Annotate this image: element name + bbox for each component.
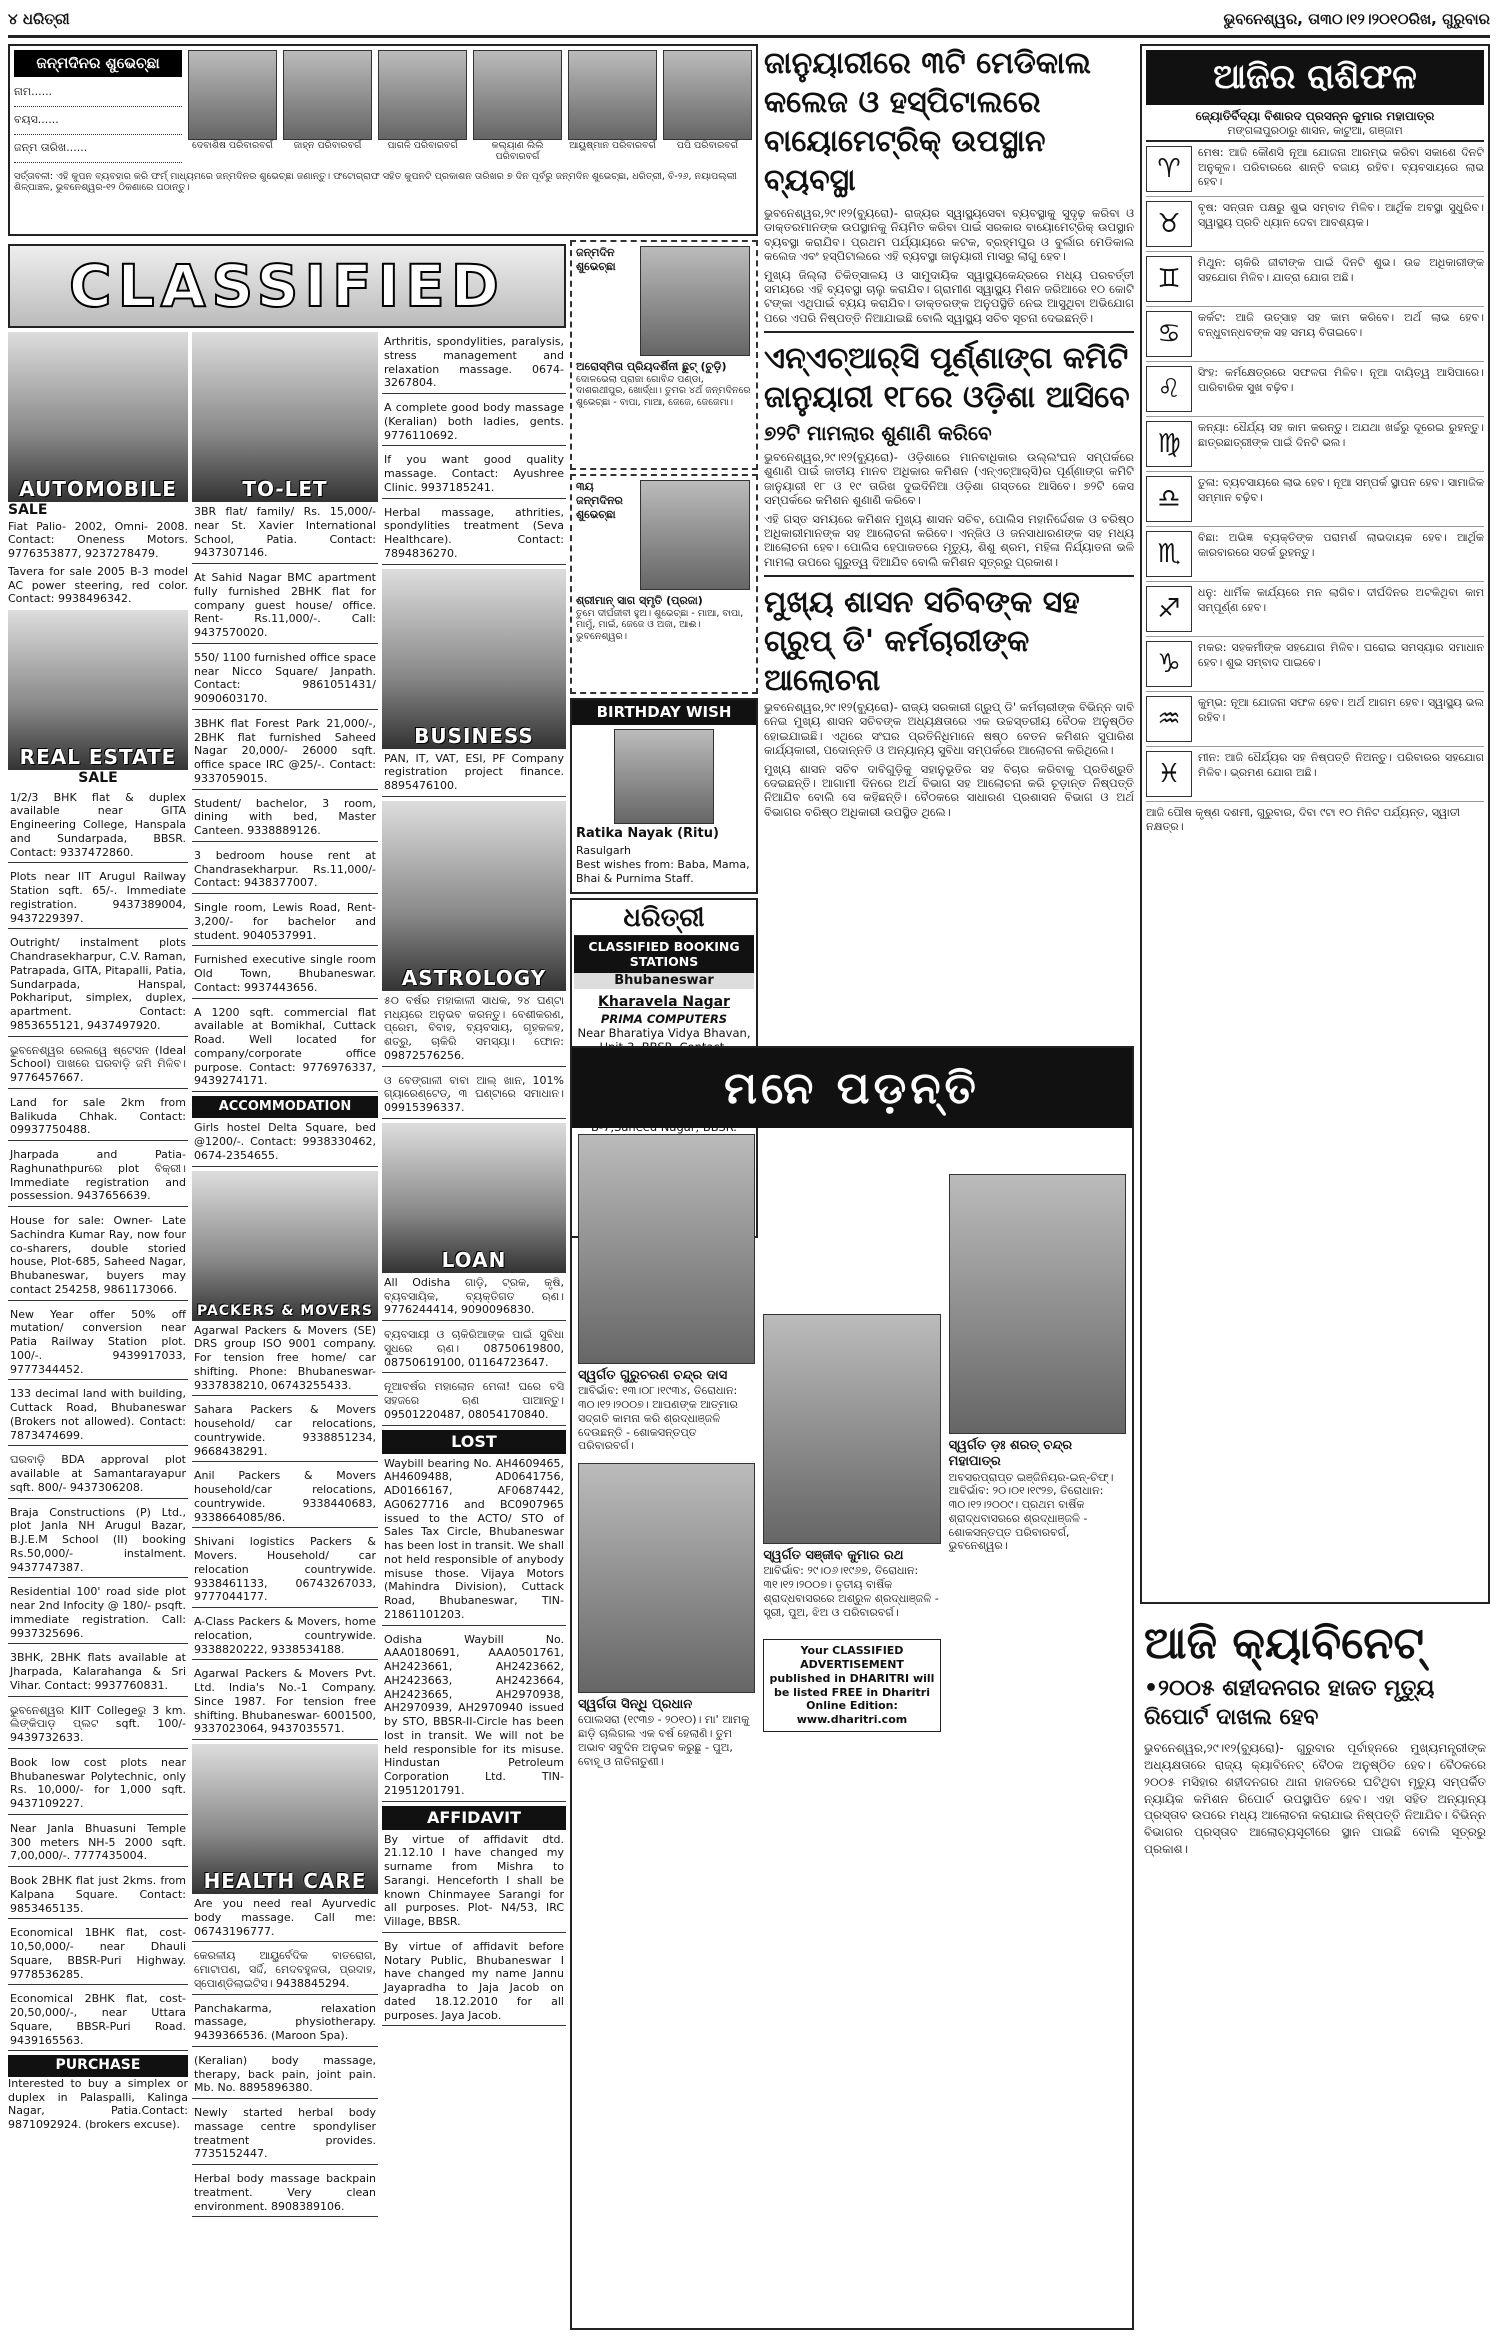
article-paragraph: ଭୁବନେଶ୍ୱର,୨୯।୧୨(ବ୍ୟୁରୋ)- ଗୁରୁବାର ପୂର୍ବାହ୍ନରେ ମୁଖ୍ୟମନ୍ତ୍ରୀଙ୍କ ଅଧ୍ୟକ୍ଷତାରେ ରାଜ୍ୟ କ୍ୟାବିନେଟ୍ ବୈଠକ ଅନୁଷ୍ଠିତ ହେବ। ବୈଠକରେ ୨୦୦୫ ମସିହାର ଶହୀଦନଗର ଥାନା ହାଜତରେ ଘଟିଥିବା ମୃତ୍ୟୁ ସମ୍ପର୍କିତ ନ୍ୟାୟିକ କମିଶନ ରିପୋର୍ଟ ଉପସ୍ଥାପିତ ହେବ। ଏହା ସହିତ ଅନ୍ୟାନ୍ୟ ପ୍ରସ୍ତାବ ଉପରେ ମଧ୍ୟ ଆଲୋଚନା କରାଯାଇ ନିଷ୍ପତ୍ତି ନିଆଯିବ। ବିଭିନ୍ନ ବିଭାଗର ପ୍ରସ୍ତାବ ଆଲୋଚ୍ୟସୂଚୀରେ ସ୍ଥାନ ପାଇଛି ବୋଲି ସୂତ୍ରରୁ ପ୍ରକାଶ।	[1144, 1741, 1486, 1856]
classified-ad: ବ୍ୟବସାୟୀ ଓ ଚାକିରିଆଙ୍କ ପାଇଁ ସୁବିଧା ସୁଧରେ ଋଣ। 08750619800, 08750619100, 01164723647.	[382, 1325, 566, 1373]
zodiac-icon: ♊	[1146, 256, 1192, 302]
classified-ad: Girls hostel Delta Square, bed @1200/-. Contact: 9938330462, 0674-2354655.	[192, 1118, 378, 1166]
classified-ad: 550/ 1100 furnished office space near Nicco Square/ Janpath. Contact: 9861051431/ 9090603170.	[192, 648, 378, 710]
lost-heading: LOST	[382, 1430, 566, 1454]
rashi-list	[1146, 142, 1484, 802]
booking-stations: ଧରିତ୍ରୀ CLASSIFIED BOOKING STATIONS Bhubaneswar Kharavela Nagar PRIMA COMPUTERS Near Bharatiya Vidya Bhavan,	[570, 898, 758, 1238]
memorial-title: ମନେ ପଡ଼ନ୍ତି	[572, 1048, 1132, 1128]
classified-ad: Panchakarma, relaxation massage, physiotherapy. 9439366536. (Maroon Spa).	[192, 1999, 378, 2047]
rashi-text: ମେଷ: ଆଜି କୌଣସି ନୂଆ ଯୋଜନା ଆରମ୍ଭ କରିବା ସକାଶେ ଦିନଟି ଅନୁକୂଳ। ପରିବାରରେ ଶାନ୍ତି ବଜାୟ ରହିବ। ବ୍ୟବସାୟରେ ଲାଭ ହେବ।	[1198, 146, 1484, 188]
classified-ad: Fiat Palio- 2002, Omni- 2008. Contact: Oneness Motors. 9776353877, 9237278479.	[8, 519, 188, 560]
kid-photo-card: ପାଗଳି ପରିବାରବର୍ଗ	[378, 50, 467, 163]
healthcare-section-image: HEALTH CARE	[192, 1744, 378, 1894]
zodiac-icon: ♑	[1146, 641, 1192, 687]
rashi-text: ସିଂହ: କର୍ମକ୍ଷେତ୍ରରେ ସଫଳତା ମିଳିବ। ନୂଆ ଦାୟିତ୍ୱ ଆସିପାରେ। ପାରିବାରିକ ସୁଖ ବଢ଼ିବ।	[1198, 366, 1484, 394]
classified-ad: By virtue of affidavit dtd. 21.12.10 I have changed my surname from Mishra to Sarangi. Henceforth I shall be known Chinmayee Sarangi for all purposes. Plot- N4/53, IRC Village, BBSR.	[382, 1830, 566, 1933]
automobile-section-image: AUTOMOBILE	[8, 332, 188, 502]
cabinet-section	[1140, 1612, 1490, 2330]
zodiac-icon: ♐	[1146, 586, 1192, 632]
page-label: ୪ ଧରିତ୍ରୀ	[8, 10, 70, 29]
article-paragraph: ଏହି ଗସ୍ତ ସମୟରେ କମିଶନ ମୁଖ୍ୟ ଶାସନ ସଚିବ, ପୋଲିସ ମହାନିର୍ଦ୍ଦେଶକ ଓ ବରିଷ୍ଠ ଅଧିକାରୀମାନଙ୍କ ସହ ଆଲୋଚନା କରିବେ। ଏନ୍‌ଜିଓ ଓ ଜନସାଧାରଣଙ୍କ ସହ ମଧ୍ୟ ଆଲୋଚନା ହେବ। ପୋଲିସ ହେପାଜତରେ ମୃତ୍ୟୁ, ଶିଶୁ ଶ୍ରମ, ମହିଳା ନିର୍ଯ୍ୟାତନା ଭଳି ମାମଲା ଉପରେ ଗୁରୁତ୍ୱ ଦିଆଯିବ ବୋଲି କମିଶନ ସୂତ୍ରରୁ ପ୍ରକାଶ।	[764, 511, 1134, 569]
birthday-coupon	[8, 44, 758, 236]
packers-section-image: PACKERS & MOVERS	[192, 1171, 378, 1321]
memorial-item: ସ୍ୱର୍ଗତା ସିନ୍ଧି ପ୍ରଧାନ ପୋଲସରା (୧୯୩୭ - ୨୦୧୦)। ମା' ଆମକୁ ଛାଡ଼ି ଚାଲିଗଲ ଏକ ବର୍ଷ ହେଲାଣି। ତୁମ ଅଭାବ ସବୁଦିନ ଅନୁଭବ କରୁଛୁ - ପୁଅ, ବୋହୂ ଓ ନାତିନାତୁଣୀ।	[578, 1463, 755, 1768]
classified-ad: A 1200 sqft. commercial flat available at Bomikhal, Cuttack Road. Well located for company/corporate office purpose. Contact: 9776976337, 9439274171.	[192, 1003, 378, 1093]
classified-col-2	[192, 332, 378, 2330]
real-estate-section-image: REAL ESTATE	[8, 610, 188, 770]
classified-ad: A complete good body massage (Keralian) both ladies, gents. 9776110692.	[382, 398, 566, 446]
headline-biometric: ଜାନୁୟାରୀରେ ୩ଟି ମେଡିକାଲ କଲେଜ ଓ ହସ୍ପିଟାଲରେ ବାୟୋମେଟ୍ରିକ୍ ଉପସ୍ଥାନ ବ୍ୟବସ୍ଥା	[764, 46, 1091, 198]
rashi-text: ଧନୁ: ଧାର୍ମିକ କାର୍ଯ୍ୟରେ ମନ ଲାଗିବ। ଦୀର୍ଘଦିନର ଅଟକିଥିବା କାମ ସମ୍ପୂର୍ଣ୍ଣ ହେବ।	[1198, 586, 1484, 614]
accommodation-list	[192, 1118, 378, 1166]
healthcare-list	[192, 1894, 378, 2217]
kid-photo-card: ଦେବାଶିଷ ପରିବାରବର୍ଗ	[188, 50, 277, 163]
zodiac-icon: ♒	[1146, 696, 1192, 742]
classified-ad: Book low cost plots near Bhubaneswar Polytechnic, only Rs. 10,000/- for 1,000 sqft. 9437109227.	[8, 1753, 188, 1815]
classified-ad: Student/ bachelor, 3 room, dining with bed, Master Canteen. 9338889126.	[192, 794, 378, 842]
zodiac-icon: ♓	[1146, 751, 1192, 797]
sale-heading: SALE	[8, 502, 48, 518]
dateline: ଭୁବନେଶ୍ୱର, ତା୩୦।୧୨।୨୦୧୦ରିଖ, ଗୁରୁବାର	[1223, 10, 1490, 29]
classified-ad: Herbal massage, athrities, spondylities treatment (Seva Healthcare). Contact: 7894836270.	[382, 503, 566, 565]
classified-ad: 133 decimal land with building, Cuttack Road, Bhubaneswar (Brokers not allowed). Contact: 7873474699.	[8, 1384, 188, 1446]
birthday-title: ଜନ୍ମଦିନର ଶୁଭେଚ୍ଛା	[14, 50, 182, 77]
birthday-wish-box: BIRTHDAY WISH Ratika Nayak (Ritu) Rasulgarh Best wishes from: Baba, Mama, Bhai & Purnima Staff.	[570, 698, 758, 894]
rashi-item	[1146, 252, 1484, 307]
portrait-photo	[949, 1174, 1126, 1434]
classified-ad: ଘରବାଡ଼ି BDA approval plot available at Samantarayapur sqft. 800/- 9437306208.	[8, 1450, 188, 1498]
rashi-text: କୁମ୍ଭ: ନୂଆ ଯୋଜନା ସଫଳ ହେବ। ଅର୍ଥ ଆଗମ ହେବ। ସ୍ୱାସ୍ଥ୍ୟ ଭଲ ରହିବ।	[1198, 696, 1484, 724]
classified-ad: Single room, Lewis Road, Rent- 3,200/- for bachelor and student. 9040537991.	[192, 898, 378, 946]
affidavit-heading: AFFIDAVIT	[382, 1806, 566, 1830]
tolet-list	[192, 502, 378, 1092]
memorial-section	[570, 1046, 1134, 2330]
kid-photo-card: ପପି ପରିବାରବର୍ଗ	[663, 50, 752, 163]
article-paragraph: ଭୁବନେଶ୍ୱର,୨୯।୧୨(ବ୍ୟୁରୋ)- ରାଜ୍ୟ ସରକାରୀ ଗ୍ରୁପ୍ ଡି' କର୍ମଚାରୀଙ୍କ ବିଭିନ୍ନ ଦାବି ନେଇ ମୁଖ୍ୟ ଶାସନ ସଚିବଙ୍କ ଅଧ୍ୟକ୍ଷତାରେ ଏକ ଉଚ୍ଚସ୍ତରୀୟ ବୈଠକ ଅନୁଷ୍ଠିତ ହୋଇଯାଇଛି। ଏଥିରେ ସଂଘର ପ୍ରତିନିଧିମାନେ ଷଷ୍ଠ ବେତନ କମିଶନ ସୁପାରିଶ କାର୍ଯ୍ୟକାରୀ, ପଦୋନ୍ନତି ଓ ଅନ୍ୟାନ୍ୟ ସୁବିଧା ସମ୍ପର୍କରେ ଆଲୋଚନା କରିଥିଲେ।	[764, 700, 1134, 758]
classified-banner	[8, 244, 566, 328]
rashi-text: ବିଛା: ଅଭିଜ୍ଞ ବ୍ୟକ୍ତିଙ୍କ ପରାମର୍ଶ ଲାଭଦାୟକ ହେବ। ଆର୍ଥିକ କାରବାରରେ ସତର୍କ ରୁହନ୍ତୁ।	[1198, 531, 1484, 559]
portrait-photo	[578, 1134, 755, 1364]
classified-title: CLASSIFIED	[69, 251, 505, 320]
classified-ad: Plots near IIT Arugul Railway Station sqft. 65/-. Immediate registration. 9437389004, 9437229397.	[8, 867, 188, 929]
loan-section-image: LOAN	[382, 1123, 566, 1273]
zodiac-icon: ♈	[1146, 146, 1192, 192]
classified-ad: PAN, IT, VAT, ESI, PF Company registration project finance. 8895476100.	[382, 749, 566, 797]
classified-ad: Anil Packers & Movers household/car relocations, countrywide. 9338440683, 9338664085/86.	[192, 1466, 378, 1528]
rashi-item	[1146, 472, 1484, 527]
classified-col-3	[382, 332, 566, 2330]
classified-ad: Shivani logistics Packers & Movers. Household/ car relocation countrywide. 9338461133, 06743267033, 9777044177.	[192, 1532, 378, 1608]
classified-ad: Arthritis, spondylities, paralysis, stress management and relaxation massage. 0674-3267804.	[382, 332, 566, 394]
rashi-item	[1146, 197, 1484, 252]
classified-ad: A-Class Packers & Movers, home relocation, countrywide. 9338820222, 9338534188.	[192, 1612, 378, 1660]
classified-ad: Tavera for sale 2005 B-3 model AC power steering, red color. Contact: 9938496342.	[8, 564, 188, 606]
classified-ad: Near Janla Bhuasuni Temple 300 meters NH-5 2000 sqft. 7,00,000/-. 7777435004.	[8, 1819, 188, 1867]
headline-nhrc: ଏନ୍‌ଏଚ୍‌ଆର୍‌ସି ପୂର୍ଣ୍ଣାଙ୍ଗ କମିଟି ଜାନୁୟାରୀ ୧୮ରେ ଓଡ଼ିଶା ଆସିବେ	[764, 341, 1130, 415]
classified-ad: Are you need real Ayurvedic body massage. Call me: 06743196777.	[192, 1894, 378, 1942]
classified-ad: All Odisha ଗାଡ଼ି, ଟ୍ରକ, କୃଷି, ବ୍ୟବସାୟିକ, ବ୍ୟକ୍ତିଗତ ଋଣ। 9776244414, 9090096830.	[382, 1273, 566, 1321]
classified-ad: Jharpada and Patia-Raghunathpurରେ plot ବିକ୍ରୀ। Immediate registration and possession. 9437656639.	[8, 1145, 188, 1207]
classified-ad: ନୂଆବର୍ଷର ମହାଲୋନ ମେଳା! ଘରେ ବସି ସହଜରେ ଋଣ ପାଆନ୍ତୁ। 09501220487, 08054170840.	[382, 1377, 566, 1425]
station-area: Kharavela Nagar	[598, 994, 730, 1010]
birthday-note: ସର୍ତ୍ତାବଳୀ: ଏହି କୁପନ ବ୍ୟବହାର କରି ଫର୍ମ୍ ମାଧ୍ୟମରେ ଜନ୍ମଦିନର ଶୁଭେଚ୍ଛା ଜଣାନ୍ତୁ। ଫଟୋଗ୍ରାଫ ସହିତ କୁପନଟି ପ୍ରକାଶନ ତାରିଖର ୭ ଦିନ ପୂର୍ବରୁ ଜନ୍ମଦିନ ଶୁଭେଚ୍ଛା, ଧରିତ୍ରୀ, ବି-୨୬, ନୟାପଲ୍ଲୀ ଶିଳ୍ପାଞ୍ଚଳ, ଭୁବନେଶ୍ୱର-୧୨ ଠିକଣାରେ ପଠାନ୍ତୁ।	[14, 170, 737, 194]
classified-ad: By virtue of affidavit before Notary Public, Bhubaneswar I have changed my name Jannu Jayapradha to Jaja Jacob on dated 18.12.2010 for all purposes. Jaya Jacob.	[382, 1937, 566, 2027]
zodiac-icon: ♌	[1146, 366, 1192, 412]
rashi-item	[1146, 307, 1484, 362]
rashi-item	[1146, 417, 1484, 472]
astrology-section-image: ASTROLOGY	[382, 801, 566, 991]
rashi-text: ତୁଳା: ବ୍ୟବସାୟରେ ଲାଭ ହେବ। ନୂଆ ସମ୍ପର୍କ ସ୍ଥାପନ ହେବ। ସାମାଜିକ ସମ୍ମାନ ବଢ଼ିବ।	[1198, 476, 1484, 504]
zodiac-icon: ♉	[1146, 201, 1192, 247]
healthcare-list-2	[382, 332, 566, 565]
classified-ad: Agarwal Packers & Movers Pvt. Ltd. India's No.-1 Company. Since 1987. For tension free shifting. Bhubaneswar- 6001500, 9337023064, 9437035571.	[192, 1664, 378, 1740]
purchase-heading: PURCHASE	[8, 2055, 188, 2077]
classified-ad: Economical 2BHK flat, cost- 20,50,000/-, near Uttara Square, BBSR-Puri Road. 9439165563.	[8, 1989, 188, 2051]
memorial-col-mid	[763, 1134, 940, 1768]
classified-ad: New Year offer 50% off mutation/ conversion near Patia Railway Station plot. 100/-. 9439917033, 9777344452.	[8, 1305, 188, 1381]
classified-ad: Furnished executive single room Old Town, Bhubaneswar. Contact: 9937443656.	[192, 950, 378, 998]
form-name-line[interactable]: ନାମ......	[14, 85, 182, 107]
sale-heading: SALE	[78, 770, 118, 786]
kid-photo-card: ଜାହ୍ନ ପରିବାରବର୍ଗ	[283, 50, 372, 163]
rashi-item	[1146, 582, 1484, 637]
astrologer-address: ମଙ୍ଗଳାପୁରଠାରୁ ଶାସନ, କାଟୁଆ, ଗଞ୍ଜାମ	[1146, 124, 1484, 143]
classified-col-1	[8, 332, 188, 2330]
classified-ad: Herbal body massage backpain treatment. Very clean environment. 8908389106.	[192, 2169, 378, 2217]
classified-ad: 1/2/3 BHK flat & duplex available near GITA Engineering College, Hanspala and Sundarpada, BBSR. Contact: 9337472860.	[8, 788, 188, 864]
business-list	[382, 749, 566, 797]
portrait-photo	[578, 1463, 755, 1693]
form-dob-line[interactable]: ଜନ୍ମ ତାରିଖ......	[14, 141, 182, 163]
classified-ad: Interested to buy a simplex or duplex in Palaspalli, Kalinga Nagar, Patia.Contact: 9871092924. (brokers excuse).	[8, 2076, 188, 2131]
memorial-item: ସ୍ୱର୍ଗତ ଡ଼ଃ ଶରତ୍ ଚନ୍ଦ୍ର ମହାପାତ୍ର ଅବସରପ୍ରାପ୍ତ ଇଞ୍ଜିନିୟର-ଇନ୍-ଚିଫ୍। ଆବିର୍ଭାବ: ୨୦।୦୧।୧୯୨୭, ତିରୋଧାନ: ୩୦।୧୨।୨୦୦୯। ପ୍ରଥମ ବାର୍ଷିକ ଶ୍ରାଦ୍ଧବାସରରେ ଶ୍ରଦ୍ଧାଞ୍ଜଳି - ଶୋକସନ୍ତପ୍ତ ପରିବାରବର୍ଗ, ଭୁବନେଶ୍ୱର।	[949, 1174, 1126, 1553]
lost-list	[382, 1454, 566, 1802]
classified-ad: (Keralian) body massage, therapy, back pain, joint pain. Mb. No. 8895896380.	[192, 2051, 378, 2099]
astrologer-name: ଜ୍ୟୋତିର୍ବିଦ୍ୟା ବିଶାରଦ ପ୍ରସନ୍ନ କୁମାର ମହାପାତ୍ର	[1195, 108, 1435, 123]
classified-ad: ଓ ବେଙ୍ଗାଳୀ ବାବା ଆଲ୍ ଖାନ, 101% ଗ୍ୟାରେଣ୍ଟେଡ୍, ୩ ଘଣ୍ଟାରେ ସମାଧାନ। 09915396337.	[382, 1071, 566, 1119]
cabinet-title: ଆଜି କ୍ୟାବିନେଟ୍	[1144, 1618, 1425, 1669]
classified-ad: Agarwal Packers & Movers (SE) DRS group ISO 9001 company. For tension free home/ car shifting. Phone: Bhubaneswar- 9337838210, 06743255433.	[192, 1321, 378, 1397]
rashi-item	[1146, 747, 1484, 802]
classified-ad: At Sahid Nagar BMC apartment fully furnished 2BHK flat for company guest house/ office. Rent- Rs.11,000/-. Call: 9437570020.	[192, 568, 378, 644]
classified-ad: Odisha Waybill No. AAA0180691, AAA0501761, AH2423661, AH2423662, AH2423663, AH2423664, AH2423665, AH2970938, AH2970939, AH2970940 issued by STO, BBSR-II-Circle has been lost in transit. We will not be held responsible for its misuse. Hindustan Petroleum Corporation Ltd. TIN-21951201791.	[382, 1630, 566, 1802]
zodiac-icon: ♍	[1146, 421, 1192, 467]
rashi-text: ବୃଷ: ସନ୍ତାନ ପକ୍ଷରୁ ଶୁଭ ସମ୍ବାଦ ମିଳିବ। ଆର୍ଥିକ ଅବସ୍ଥା ସୁଧୁରିବ। ସ୍ୱାସ୍ଥ୍ୟ ପ୍ରତି ଧ୍ୟାନ ଦେବା ଆବଶ୍ୟକ।	[1198, 201, 1484, 229]
news-column	[764, 44, 1134, 1044]
rashi-text: ମକର: ସହକର୍ମୀଙ୍କ ସହଯୋଗ ମିଳିବ। ଘରୋଇ ସମସ୍ୟାର ସମାଧାନ ହେବ। ଶୁଭ ସମ୍ବାଦ ପାଇବେ।	[1198, 641, 1484, 669]
rashi-item	[1146, 362, 1484, 417]
classified-ad: Outright/ instalment plots Chandrasekharpur, C.V. Raman, Patrapada, GITA, Pitapalli, Patia, Sundarpada, Hanspal, Pokhariput, simplex, duplex, apartment. Contact: 9853655121, 9437497920.	[8, 933, 188, 1036]
zodiac-icon: ♎	[1146, 476, 1192, 522]
article-paragraph: ମୁଖ୍ୟ ଜିଲ୍ଲା ଚିକିତ୍ସାଳୟ ଓ ସାମୁଦାୟିକ ସ୍ୱାସ୍ଥ୍ୟକେନ୍ଦ୍ରରେ ମଧ୍ୟ ପରବର୍ତ୍ତୀ ସମୟରେ ଏହି ବ୍ୟବସ୍ଥା ଚାଲୁ କରାଯିବ। ଗ୍ରାମୀଣ ସ୍ୱାସ୍ଥ୍ୟ ମିଶନ ଜରିଆରେ ୧୦ କୋଟି ଟଙ୍କା ଏଥିପାଇଁ ବ୍ୟୟ କରାଯିବ। ଡାକ୍ତରଙ୍କ ଅନୁପସ୍ଥିତି ନେଇ ଆସୁଥିବା ଅଭିଯୋଗ ପରେ ଏପରି ନିଷ୍ପତ୍ତି ନିଆଯାଇଛି ବୋଲି ସ୍ୱାସ୍ଥ୍ୟ ସଚିବ ସୂଚନା ଦେଇଛନ୍ତି।	[764, 267, 1134, 325]
portrait-photo	[763, 1314, 940, 1544]
memorial-item: ସ୍ୱର୍ଗତ ସଞ୍ଜୀବ କୁମାର ରଥ ଆବିର୍ଭାବ: ୨୯।୦୬।୧୯୬୭, ତିରୋଧାନ: ୩୧।୧୨।୨୦୦୭। ତୃତୀୟ ବାର୍ଷିକ ଶ୍ରାଦ୍ଧବାସରରେ ଅଶ୍ରୁଳ ଶ୍ରଦ୍ଧାଞ୍ଜଳି - ସ୍ତ୍ରୀ, ପୁଅ, ଝିଅ ଓ ପରିବାରବର୍ଗ।	[763, 1314, 940, 1619]
article-paragraph: ମୁଖ୍ୟ ଶାସନ ସଚିବ ଦାବିଗୁଡ଼ିକୁ ସହାନୁଭୂତିର ସହ ବିଚାର କରିବାକୁ ପ୍ରତିଶ୍ରୁତି ଦେଇଛନ୍ତି। ଆଗାମୀ ଦିନରେ ଅର୍ଥ ବିଭାଗ ସହ ଆଲୋଚନା କରି ଚୂଡ଼ାନ୍ତ ନିଷ୍ପତ୍ତି ନିଆଯିବ ବୋଲି ସେ କହିଛନ୍ତି। ବୈଠକରେ ସାଧାରଣ ପ୍ରଶାସନ ବିଭାଗ ଓ ଅର୍ଥ ବିଭାଗର ବରିଷ୍ଠ ଅଧିକାରୀ ଉପସ୍ଥିତ ଥିଲେ।	[764, 761, 1134, 819]
affidavit-list	[382, 1830, 566, 2027]
headline-group-d: ମୁଖ୍ୟ ଶାସନ ସଚିବଙ୍କ ସହ ଗ୍ରୁପ୍ ଡି' କର୍ମଚାରୀଙ୍କ ଆଲୋଚନା	[764, 585, 1080, 698]
classified-ad: 3 bedroom house rent at Chandrasekharpur. Rs.11,000/- Contact: 9438377007.	[192, 846, 378, 894]
classified-ad: କେରଳୀୟ ଆୟୁର୍ବେଦିକ ବାତରୋଗ, ମୋଟାପଣ, ସର୍ଦ୍ଦି, ମେଦବହୁଳତା, ପ୍ରଦାହ, ସ୍ପୋଣ୍ଡିଲାଇଟିସ। 9438845294.	[192, 1946, 378, 1994]
child-photo	[640, 480, 750, 590]
classified-ad: Waybill bearing No. AH4609465, AH4609488, AD0641756, AD0166167, AF0687442, AG0627716 and BC0907965 issued to the ACTO/ STO of Sales Tax Circle, Bhubaneswar has been lost in transit. We shall not held responsible of anybody misuse those. Vijaya Motors (Mahindra Division), Cuttack Road, Bhubaneswar, TIN-21861101203.	[382, 1454, 566, 1626]
classified-ad: 3BHK, 2BHK flats available at Jharpada, Kalarahanga & Sri Vihar. Contact: 9937760831.	[8, 1648, 188, 1696]
classified-ad: Sahara Packers & Movers household/ car relocations, countrywide. 9338851234, 9668438291.	[192, 1400, 378, 1462]
page-header	[8, 4, 1490, 38]
classified-ad: Residential 100' road side plot near 2nd Infocity @ 180/- psqft. immediate registration. Call: 9937325696.	[8, 1582, 188, 1644]
station-firm: PRIMA COMPUTERS	[600, 1011, 728, 1026]
astrology-list	[382, 991, 566, 1119]
dharitri-logo: ଧରିତ୍ରୀ	[574, 902, 754, 936]
kid-photo-card: କଲ୍ୟାଣ ଲିଲି ପରିବାରବର୍ଗ	[473, 50, 562, 163]
rashi-item	[1146, 637, 1484, 692]
rashi-text: ମିଥୁନ: ଚାକିରି ଜୀବୀଙ୍କ ପାଇଁ ଦିନଟି ଶୁଭ। ଉଚ୍ଚ ଅଧିକାରୀଙ୍କ ସହଯୋଗ ମିଳିବ। ଯାତ୍ରା ଯୋଗ ଅଛି।	[1198, 256, 1484, 284]
child-photo	[614, 729, 714, 824]
rashi-item	[1146, 527, 1484, 582]
horoscope-section	[1140, 44, 1490, 1604]
station-address: Near Bharatiya Vidya Bhavan,	[577, 1025, 751, 1040]
child-photo	[640, 246, 750, 356]
memorial-item: ସ୍ୱର୍ଗତ ଗୁରୁଚରଣ ଚନ୍ଦ୍ର ଦାସ ଆବିର୍ଭାବ: ୧୩।୦୮।୧୯୩୪, ତିରୋଧାନ: ୩୦।୧୨।୨୦୦୭। ଆପଣଙ୍କ ଆତ୍ମାର ସଦ୍‌ଗତି କାମନା କରି ଶ୍ରଦ୍ଧାଞ୍ଜଳି ଦେଉଛନ୍ତି - ଶୋକସନ୍ତପ୍ତ ପରିବାରବର୍ଗ।	[578, 1134, 755, 1453]
classified-ad: Land for sale 2km from Balikuda Chhak. Contact: 09937750488.	[8, 1093, 188, 1141]
classified-ad: House for sale: Owner- Late Sachindra Kumar Ray, now four co-sharers, double storied house, Plot-685, Saheed Nagar, Bhubaneswar, buyers may contact 254258, 9861173066.	[8, 1211, 188, 1301]
article-paragraph: ଭୁବନେଶ୍ୱର,୨୯।୧୨(ବ୍ୟୁରୋ)- ରାଜ୍ୟର ସ୍ୱାସ୍ଥ୍ୟସେବା ବ୍ୟବସ୍ଥାକୁ ସୁଦୃଢ଼ କରିବା ଓ ଡାକ୍ତରମାନଙ୍କ ଉପସ୍ଥାନକୁ ନିୟମିତ କରିବା ପାଇଁ ସରକାର ବାୟୋମେଟ୍ରିକ୍ ଉପସ୍ଥାନ ବ୍ୟବସ୍ଥା କରାଯିବ। ପ୍ରଥମ ପର୍ଯ୍ୟାୟରେ କଟକ, ବ୍ରହ୍ମପୁର ଓ ବୁର୍ଲାର ମେଡିକାଲ କଲେଜ ଏବଂ ହସ୍ପିଟାଲରେ ଏହି ବ୍ୟବସ୍ଥା ଜାନୁୟାରୀ ମାସରୁ ଲାଗୁ ହେବ।	[764, 206, 1134, 264]
birthday-box-2: ୩ୟ ଜନ୍ମଦିନର ଶୁଭେଚ୍ଛା ଶ୍ରୀମାନ୍ ସାଗ ସ୍ମୃତି (ପ୍ରଜା) ତୁମେ ଦୀର୍ଘଜୀବୀ ହୁଅ। ଶୁଭେଚ୍ଛା - ମାଆ, ବାପା, ମାମୁଁ, ମାଇଁ, ଜେଜେ ଓ ଅଜା, ଆଈ। ଭୁବନେଶ୍ୱର।	[570, 474, 758, 694]
classified-ad: Newly started herbal body massage centre spondyliser treatment provides. 7735152447.	[192, 2103, 378, 2165]
horoscope-title: ଆଜିର ରାଶିଫଳ	[1146, 50, 1484, 105]
subhead-nhrc: ୭୨ଟି ମାମଲାର ଶୁଣାଣି କରିବେ	[764, 421, 992, 445]
rashi-item	[1146, 142, 1484, 197]
cabinet-subhead: •୨୦୦୫ ଶହୀଦନଗର ହାଜତ ମୃତ୍ୟୁ ରିପୋର୍ଟ ଦାଖଲ ହେବ	[1144, 1676, 1435, 1730]
classified-ad: 3BR flat/ family/ Rs. 15,000/- near St. Xavier International School, Patia. Contact: 9437307146.	[192, 502, 378, 564]
memorial-col-right	[949, 1134, 1126, 1768]
classified-ad: ୫୦ ବର୍ଷର ମହାକାଳୀ ସାଧକ, ୨୪ ଘଣ୍ଟା ମଧ୍ୟରେ ଅନୁଭବ କରନ୍ତୁ। ବେଶୀକରଣ, ପ୍ରେମ, ବିବାହ, ବ୍ୟବସାୟ, ଗୃହକଳହ, ଶତ୍ରୁ, ଚାକିରି ସମସ୍ୟା। ଫୋନ: 09872576256.	[382, 991, 566, 1067]
classified-ad: 3BHK flat Forest Park 21,000/-, 2BHK flat furnished Saheed Nagar 20,000/- 26000 sqft. office space IRC @25/-. Contact: 9337059015.	[192, 714, 378, 790]
classified-ad: Braja Constructions (P) Ltd., plot Janla NH Arugul Bazar, B.J.E.M School (II) booking Rs.50,000/- instalment. 9437747387.	[8, 1503, 188, 1579]
classified-ad: ଭୁବନେଶ୍ୱର KIIT Collegeରୁ 3 km. ଲିଙ୍କିପାଡ଼ ପ୍ଲଟ sqft. 100/- 9439732633.	[8, 1701, 188, 1749]
rashi-item	[1146, 692, 1484, 747]
classified-ad: If you want good quality massage. Contact: Ayushree Clinic. 9937185241.	[382, 450, 566, 498]
zodiac-icon: ♋	[1146, 311, 1192, 357]
rashi-text: କର୍କଟ: ଆଜି ଉତ୍ସାହ ସହ କାମ କରିବେ। ଅର୍ଥ ଲାଭ ହେବ। ବନ୍ଧୁବାନ୍ଧବଙ୍କ ସହ ସମୟ ବିତାଇବେ।	[1198, 311, 1484, 339]
tolet-section-image: TO-LET	[192, 332, 378, 502]
classified-ad: Book 2BHK flat just 2kms. from Kalpana Square. Contact: 9853465135.	[8, 1871, 188, 1919]
packers-list	[192, 1321, 378, 1741]
classified-ad: Economical 1BHK flat, cost- 10,50,000/- near Dhauli Square, BBSR-Puri Highway. 9778536285.	[8, 1923, 188, 1985]
horoscope-footer: ଆଜି ପୌଷ କୃଷ୍ଣ ଦଶମୀ, ଗୁରୁବାର, ଦିବା ୯ଟା ୧୦ ମିନିଟ ପର୍ଯ୍ୟନ୍ତ, ସ୍ୱାତୀ ନକ୍ଷତ୍ର।	[1146, 806, 1460, 833]
zodiac-icon: ♏	[1146, 531, 1192, 577]
loan-list	[382, 1273, 566, 1426]
rashi-text: କନ୍ୟା: ଧୈର୍ଯ୍ୟ ସହ କାମ କରନ୍ତୁ। ଅଯଥା ଖର୍ଚ୍ଚରୁ ଦୂରେଇ ରୁହନ୍ତୁ। ଛାତ୍ରଛାତ୍ରୀଙ୍କ ପାଇଁ ଦିନଟି ଭଲ।	[1198, 421, 1484, 449]
form-age-line[interactable]: ବୟସ......	[14, 113, 182, 135]
birthday-box-1: ଜନ୍ମଦିନ ଶୁଭେଚ୍ଛା ଅରୋସ୍ମିତା ପ୍ରିୟଦର୍ଶିନୀ ଛୁଟ୍ (ଚୁଡ଼ି) ଦୋଳଭେଲା ପ୍ରାଜା ଗୋବିନ୍ଦ ପଣ୍ଡା, ଦାଶରଥୀପୁର, ଖୋର୍ଦ୍ଧା। ତୁମର ୪ର୍ଥ ଜନ୍ମଦିନରେ ଶୁଭେଚ୍ଛା - ବାପା, ମାଆ, ଜେଜେ, ଜେଜେମା।	[570, 240, 758, 470]
memorial-col-left	[578, 1134, 755, 1768]
business-section-image: BUSINESS	[382, 569, 566, 749]
kid-photo-card: ଆୟୁଷ୍ମାନ ପରିବାରବର୍ଗ	[568, 50, 657, 163]
classified-list	[8, 788, 188, 2052]
article-paragraph: ଭୁବନେଶ୍ୱର,୨୯।୧୨(ବ୍ୟୁରୋ)- ଓଡ଼ିଶାରେ ମାନବାଧିକାର ଉଲ୍ଲଂଘନ ସମ୍ପର୍କରେ ଶୁଣାଣି ପାଇଁ ଜାତୀୟ ମାନବ ଅଧିକାର କମିଶନ (ଏନ୍‌ଏଚ୍‌ଆର୍‌ସି)ର ପୂର୍ଣ୍ଣାଙ୍ଗ କମିଟି ଜାନୁୟାରୀ ୧୮ ଓ ୧୯ ତାରିଖ ଦୁଇଦିନିଆ ଓଡ଼ିଶା ଗସ୍ତରେ ଆସିବେ। ୭୨ଟି କେସ ସମ୍ପର୍କରେ କମିଶନ ଶୁଣାଣି କରିବେ।	[764, 450, 1134, 508]
online-edition-promo: Your CLASSIFIED ADVERTISEMENT published in DHARITRI will be listed FREE in Dharitri Online Edition: www.dharitri.com	[763, 1639, 940, 1732]
classified-ad: ଭୁବନେଶ୍ୱର ରେଲୱେ ଷ୍ଟେସନ (Ideal School) ପାଖରେ ଘରବାଡ଼ି ଜମି ମିଳିବ। 9776457667.	[8, 1041, 188, 1089]
rashi-text: ମୀନ: ଆଜି ଧୈର୍ଯ୍ୟର ସହ ନିଷ୍ପତ୍ତି ନିଅନ୍ତୁ। ପରିବାରର ସହଯୋଗ ମିଳିବ। ଭ୍ରମଣ ଯୋଗ ଅଛି।	[1198, 751, 1484, 779]
accommodation-heading: ACCOMMODATION	[192, 1096, 378, 1118]
